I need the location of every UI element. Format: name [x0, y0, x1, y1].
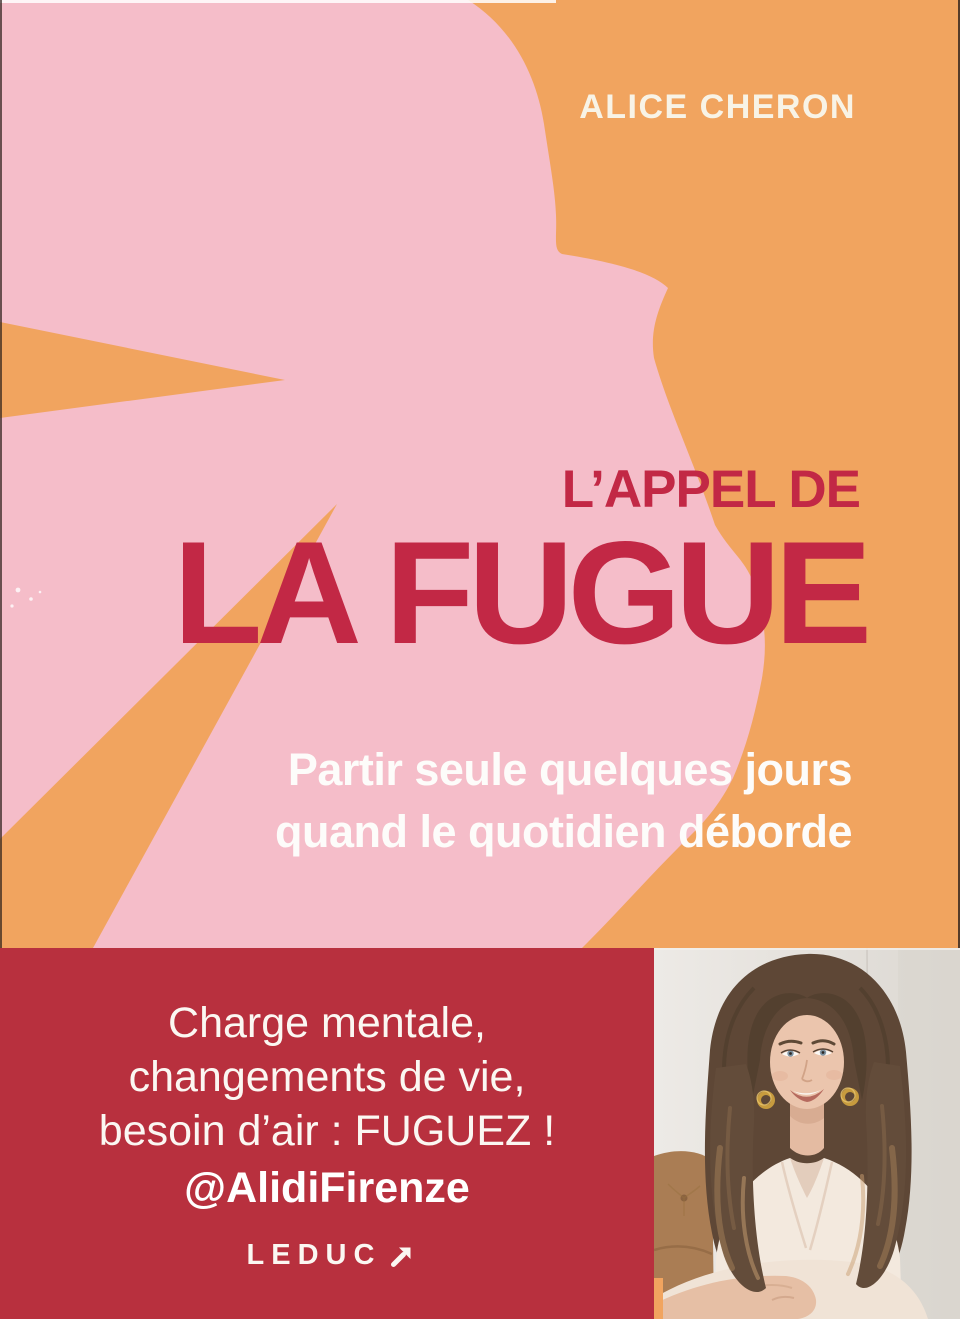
tagline-line-2: changements de vie,: [128, 1053, 526, 1101]
arrow-up-right-icon: [390, 1244, 414, 1268]
top-white-sliver: [0, 0, 556, 3]
red-band: [0, 948, 654, 1319]
title-line-1: L’APPEL DE: [561, 460, 860, 519]
title-line-2: LA FUGUE: [173, 511, 866, 674]
tagline-line-1: Charge mentale,: [168, 999, 486, 1047]
author-portrait-illustration: [654, 948, 960, 1319]
subtitle: [0, 739, 852, 863]
tagline-line-3: besoin d’air : FUGUEZ !: [98, 1107, 556, 1155]
author-name: ALICE CHERON: [579, 88, 856, 126]
photo-orange-sliver: [654, 1278, 663, 1319]
red-band-content: [0, 948, 654, 1272]
photo-top-hairline: [654, 948, 960, 950]
instagram-handle: @AlidiFirenze: [184, 1164, 470, 1212]
publisher-wordmark: LEDUC: [246, 1239, 382, 1271]
subtitle-line-2: quand le quotidien déborde: [275, 806, 852, 857]
subtitle-line-1: Partir seule quelques jours: [287, 744, 852, 795]
publisher-logo: [0, 1239, 654, 1272]
author-photo: [654, 948, 960, 1319]
